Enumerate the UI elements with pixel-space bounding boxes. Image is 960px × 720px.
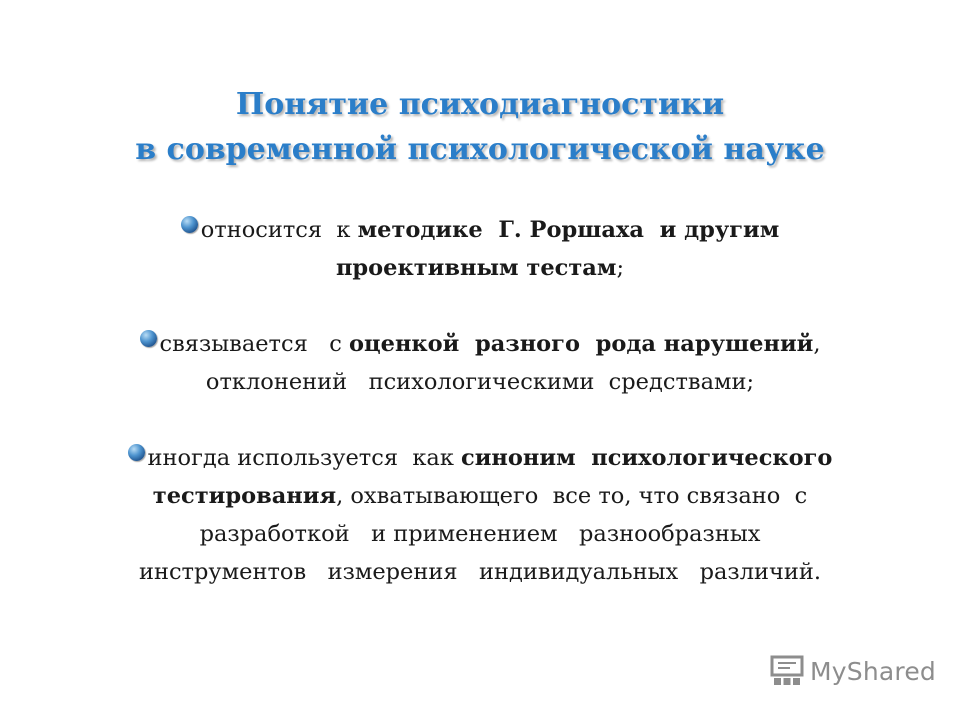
text-run: , охватывающего все то, что связано с — [336, 483, 808, 509]
myshared-logo — [770, 651, 936, 691]
bullet-paragraph-3 — [30, 439, 930, 591]
text-run: относится к — [200, 217, 358, 243]
bullet-icon — [128, 444, 145, 461]
slide-title-line-2: в современной психологической науке — [135, 132, 825, 167]
bold-text: проективным тестам — [335, 255, 617, 281]
bullet-paragraph-2 — [30, 325, 930, 401]
text-run: связывается с — [159, 331, 350, 357]
bold-text: синоним психологического — [461, 445, 833, 471]
classroom-icon — [770, 655, 804, 687]
bullet-icon — [140, 330, 157, 347]
bullet-icon — [181, 216, 198, 233]
text-run: ; — [616, 255, 625, 281]
bullet-paragraph-1 — [30, 211, 930, 287]
bold-text: оценкой разного рода нарушений — [349, 331, 814, 357]
text-run: иногда используется как — [147, 445, 462, 471]
bold-text: методике Г. Роршаха и другим — [357, 217, 780, 243]
bold-text: тестирования — [152, 483, 337, 509]
logo-text: MyShared — [810, 656, 936, 686]
text-run: инструментов измерения индивидуальных различий. — [138, 559, 822, 585]
text-run: разработкой и применением разнообразных — [199, 521, 761, 547]
text-run: , — [813, 331, 821, 357]
text-run: отклонений психологическими средствами; — [205, 369, 755, 395]
slide-title-line-1: Понятие психодиагностики — [235, 87, 725, 122]
